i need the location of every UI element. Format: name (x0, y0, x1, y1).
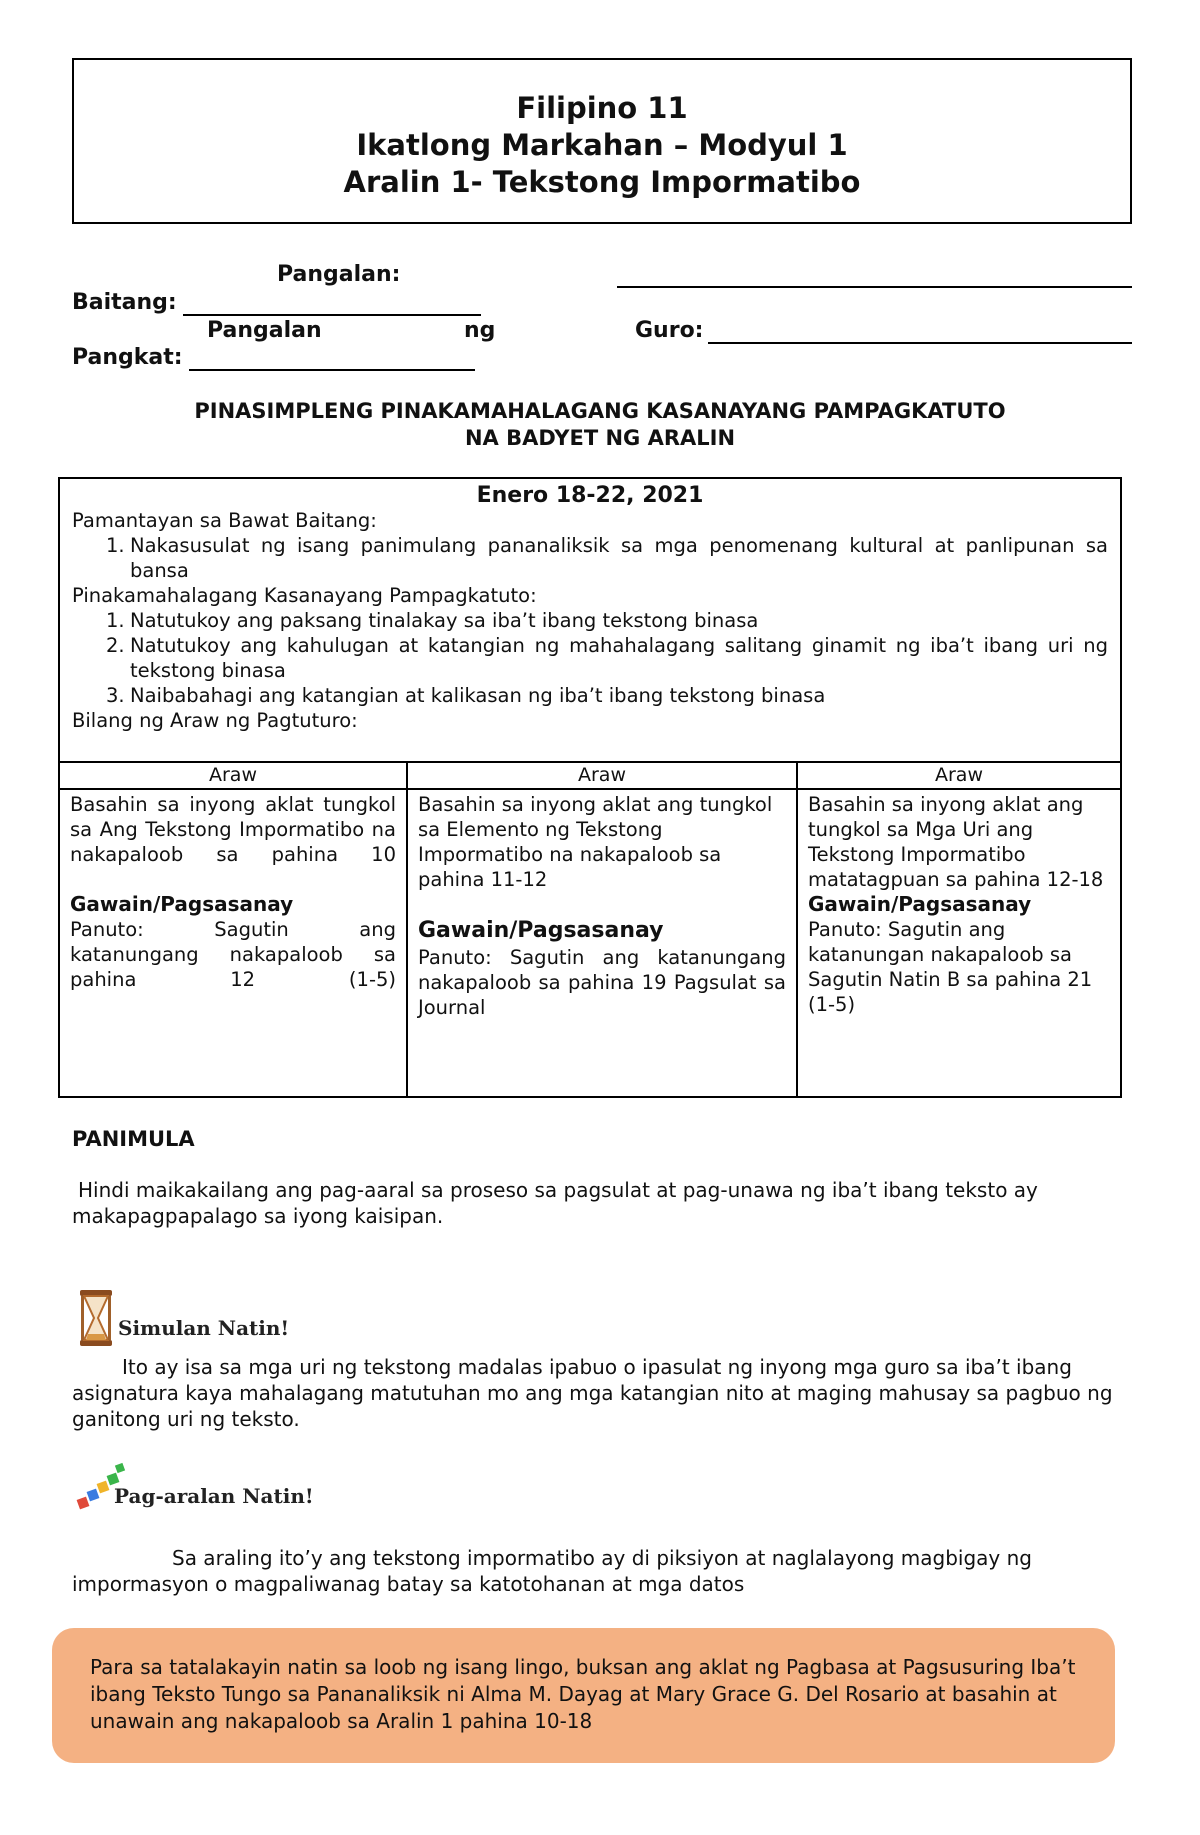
panimula-text: Hindi maikakailang ang pag-aaral sa proseso sa pagsulat at pag-unawa ng iba’t ibang teksto ay makapagpapalago sa iyong kaisipan. (72, 1178, 1038, 1228)
activity-title: Gawain/Pagsasanay (70, 892, 294, 916)
schedule-column (60, 762, 408, 1096)
title-box (72, 58, 1132, 224)
simulan-title: Simulan Natin! (118, 1316, 290, 1340)
column-header: Araw (408, 762, 796, 790)
competency-item (60, 683, 1120, 708)
grade-label: Baitang: (72, 290, 177, 315)
schedule-column (408, 762, 798, 1096)
reading-note-box (52, 1628, 1115, 1763)
pagaralan-title: Pag-aralan Natin! (114, 1484, 314, 1508)
pagaralan-text: Sa araling ito’y ang tekstong impormatibo ay di piksiyon at naglalayong magbigay ng impormasyon o magpaliwanag batay sa katotohanan at mga datos (72, 1546, 1032, 1596)
standard-item (60, 533, 1120, 583)
teacher-label-part2: ng (464, 318, 496, 343)
activity-instruction: Panuto: Sagutin ang katanungang nakapaloob sa pahina 19 Pagsulat sa Journal (418, 946, 786, 1019)
competency-item (60, 633, 1120, 683)
budget-title-line1: PINASIMPLENG PINAKAMAHALAGANG KASANAYANG PAMPAGKATUTO (194, 399, 1006, 423)
reading-instruction: Basahin sa inyong aklat ang tungkol sa Elemento ng Tekstong Impormatibo na nakapaloob sa pahina 11-12 (418, 793, 773, 891)
name-field[interactable] (617, 286, 1132, 288)
reading-note-text: Para sa tatalakayin natin sa loob ng isang lingo, buksan ang aklat ng Pagbasa at Pagsusuring Iba’t ibang Teksto Tungo sa Pananaliksik ni Alma M. Dayag at Mary Grace G. Del Rosario at basahin at unawain ang nakapaloob sa Aralin 1 pahina 10-18 (90, 1655, 1076, 1733)
standard-text: Nakasusulat ng isang panimulang pananaliksik sa mga penomenang kultural at panlipunan sa bansa (130, 534, 1108, 582)
name-label: Pangalan: (277, 262, 401, 287)
competency-num: 3. (106, 684, 125, 707)
competency-num: 2. (106, 634, 125, 657)
subject-title: Filipino 11 (516, 91, 688, 125)
competencies-label: Pinakamahalagang Kasanayang Pampagkatuto: (72, 584, 537, 607)
section-label: Pangkat: (72, 345, 183, 370)
competency-text: Naibabahagi ang katangian at kalikasan ng iba’t ibang tekstong binasa (130, 684, 826, 707)
competency-num: 1. (106, 609, 125, 632)
days-label: Bilang ng Araw ng Pagtuturo: (72, 709, 358, 732)
standards-label: Pamantayan sa Bawat Baitang: (72, 509, 377, 532)
reading-instruction: Basahin sa inyong aklat ang tungkol sa Mga Uri ang Tekstong Impormatibo matatagpuan sa pahina 12-18 (808, 793, 1104, 891)
competency-item (60, 608, 1120, 633)
teacher-label-part1: Pangalan (207, 318, 322, 343)
lesson-title: Aralin 1- Tekstong Impormatibo (343, 165, 861, 199)
grade-field[interactable] (183, 314, 481, 316)
activity-title: Gawain/Pagsasanay (808, 892, 1032, 916)
schedule-column (798, 762, 1120, 1096)
simulan-text: Ito ay isa sa mga uri ng tekstong madalas ipabuo o ipasulat ng inyong mga guro sa iba’t ibang asignatura kaya mahalagang matutuhan mo ang mga katangian nito at maging mahusay sa pagbuo ng ganitong uri ng teksto. (72, 1355, 1113, 1431)
schedule-table (58, 762, 1122, 1098)
column-header: Araw (798, 762, 1120, 790)
standard-num: 1. (106, 534, 125, 557)
activity-instruction: Panuto: Sagutin ang katanungan nakapaloob sa Sagutin Natin B sa pahina 21 (1-5) (808, 918, 1093, 1016)
activity-instruction: Panuto: Sagutin ang katanungang nakapaloob sa pahina 12 (1-5) (70, 918, 396, 991)
reading-instruction: Basahin sa inyong aklat tungkol sa Ang Tekstong Impormatibo na nakapaloob sa pahina 10 (70, 793, 396, 866)
date-range: Enero 18-22, 2021 (476, 483, 704, 508)
column-header: Araw (60, 762, 406, 790)
budget-title-line2: NA BADYET NG ARALIN (464, 426, 736, 450)
competency-box (58, 477, 1122, 763)
competency-text: Natutukoy ang paksang tinalakay sa iba’t ibang tekstong binasa (130, 609, 759, 632)
teacher-label-part3: Guro: (635, 318, 704, 343)
panimula-title: PANIMULA (72, 1127, 195, 1151)
quarter-module-title: Ikatlong Markahan – Modyul 1 (356, 128, 848, 162)
teacher-field[interactable] (708, 342, 1132, 344)
competency-text: Natutukoy ang kahulugan at katangian ng mahahalagang salitang ginamit ng iba’t ibang uri ng tekstong binasa (130, 634, 1108, 682)
activity-title: Gawain/Pagsasanay (418, 918, 664, 943)
hourglass-icon (76, 1290, 116, 1346)
section-field[interactable] (189, 369, 475, 371)
